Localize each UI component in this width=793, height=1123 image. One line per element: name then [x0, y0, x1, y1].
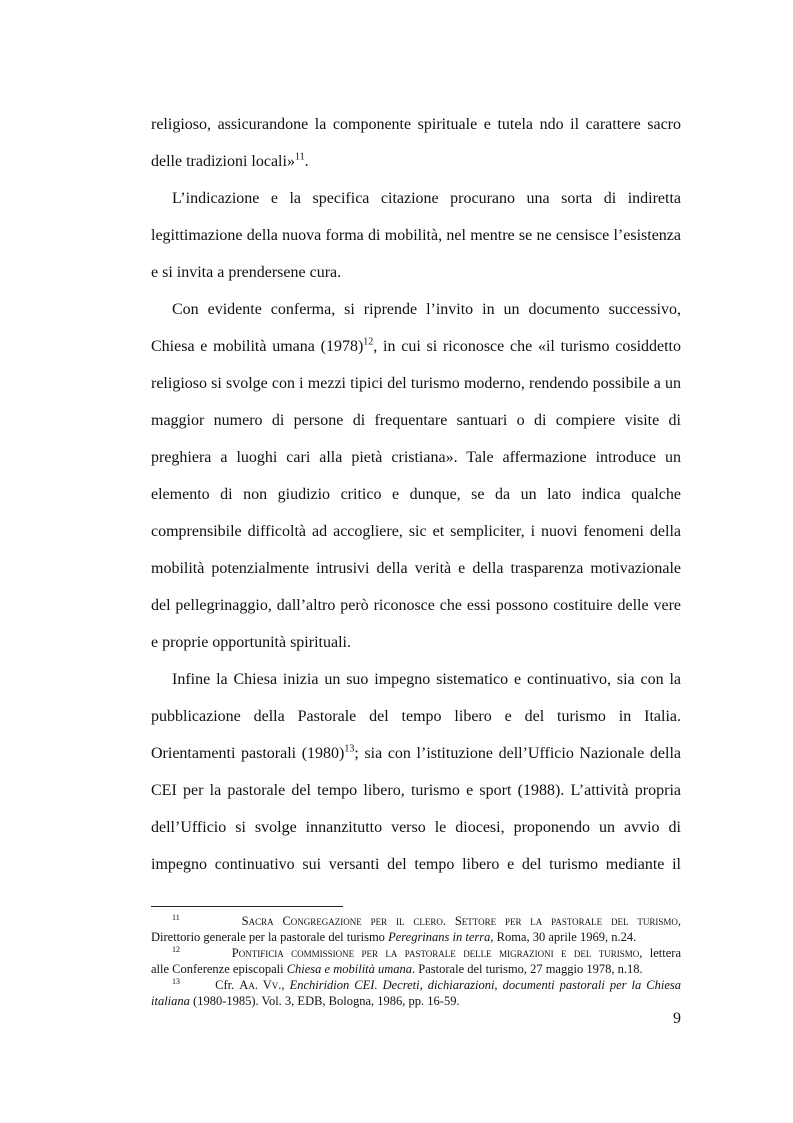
body-line: e si invita a prendersene cura. [151, 264, 342, 281]
body-line: dell’Ufficio si svolge innanzitutto verso le diocesi, proponendo un avvio di [151, 819, 681, 836]
body-line: religioso si svolge con i mezzi tipici del turismo moderno, rendendo possibile a un [151, 375, 681, 392]
body-line: e proprie opportunità spirituali. [151, 634, 351, 651]
footnote-11-line2: Direttorio generale per la pastorale del turismo Peregrinans in terra, Roma, 30 aprile 1969, n.24. [151, 930, 637, 944]
body-line: preghiera a luoghi cari alla pietà cristiana». Tale affermazione introduce un [151, 449, 681, 466]
body-line: Orientamenti pastorali $(1980)^{13}$; sia con l’istituzione dell’Ufficio Nazionale della [151, 743, 681, 762]
page-number: 9 [673, 1010, 681, 1027]
body-line: Infine la Chiesa inizia un suo impegno sistematico e continuativo, sia con la [172, 671, 681, 688]
body-line: CEI per la pastorale del tempo libero, turismo e sport (1988). L’attività propria [151, 782, 681, 799]
body-line: impegno continuativo sui versanti del tempo libero e del turismo mediante il [151, 856, 681, 873]
footnote-ref-11[interactable]: 11 [294, 151, 305, 163]
body-line: Chiesa e mobilità umana $(1978)^{12}$, in cui si riconosce che «il turismo cosiddetto [151, 336, 681, 355]
body-line: del pellegrinaggio, dall’altro però riconosce che essi possono costituire delle vere [151, 597, 681, 614]
footnote-12-line2: alle Conferenze episcopali Chiesa e mobilità umana. Pastorale del turismo, 27 maggio 1978, n.18. [151, 962, 643, 976]
body-line: Con evidente conferma, si riprende l’invito in un documento successivo, [172, 301, 681, 318]
footnote-11: $^{11}$ Sacra Congregazione per il clero. Settore per la pastorale del turismo, [172, 912, 681, 928]
body-line: religioso, assicurandone la componente spirituale e tutela ndo il carattere sacro [151, 116, 681, 133]
body-line: mobilità potenzialmente intrusivi della verità e della trasparenza motivazionale [151, 560, 681, 577]
body-line: pubblicazione della Pastorale del tempo libero e del turismo in Italia. [151, 708, 681, 725]
body-line: L’indicazione e la specifica citazione procurano una sorta di indiretta [172, 190, 681, 207]
footnote-ref-13[interactable]: 13 [344, 743, 355, 755]
footnote-13-line2: italiana (1980-1985). Vol. 3, EDB, Bologna, 1986, pp. 16-59. [151, 994, 460, 1008]
footnote-separator [151, 906, 343, 907]
footnote-ref-12[interactable]: 12 [363, 336, 374, 348]
body-line: maggior numero di persone di frequentare santuari o di compiere visite di [151, 412, 681, 429]
footnote-12: $^{12}$ Pontificia commissione per la pastorale delle migrazioni e del turismo, lettera [172, 944, 681, 960]
body-line: elemento di non giudizio critico e dunque, se da un lato indica qualche [151, 486, 681, 503]
body-line: delle tradizioni locali»$^{11}$. [151, 151, 309, 170]
footnote-13: $^{13}$ Cfr. Aa. Vv., Enchiridion CEI. Decreti, dichiarazioni, documenti pastorali per la Chiesa [172, 976, 681, 992]
body-line: comprensibile difficoltà ad accogliere, sic et sempliciter, i nuovi fenomeni della [151, 523, 681, 540]
body-line: legittimazione della nuova forma di mobilità, nel mentre se ne censisce l’esistenza [151, 227, 681, 244]
